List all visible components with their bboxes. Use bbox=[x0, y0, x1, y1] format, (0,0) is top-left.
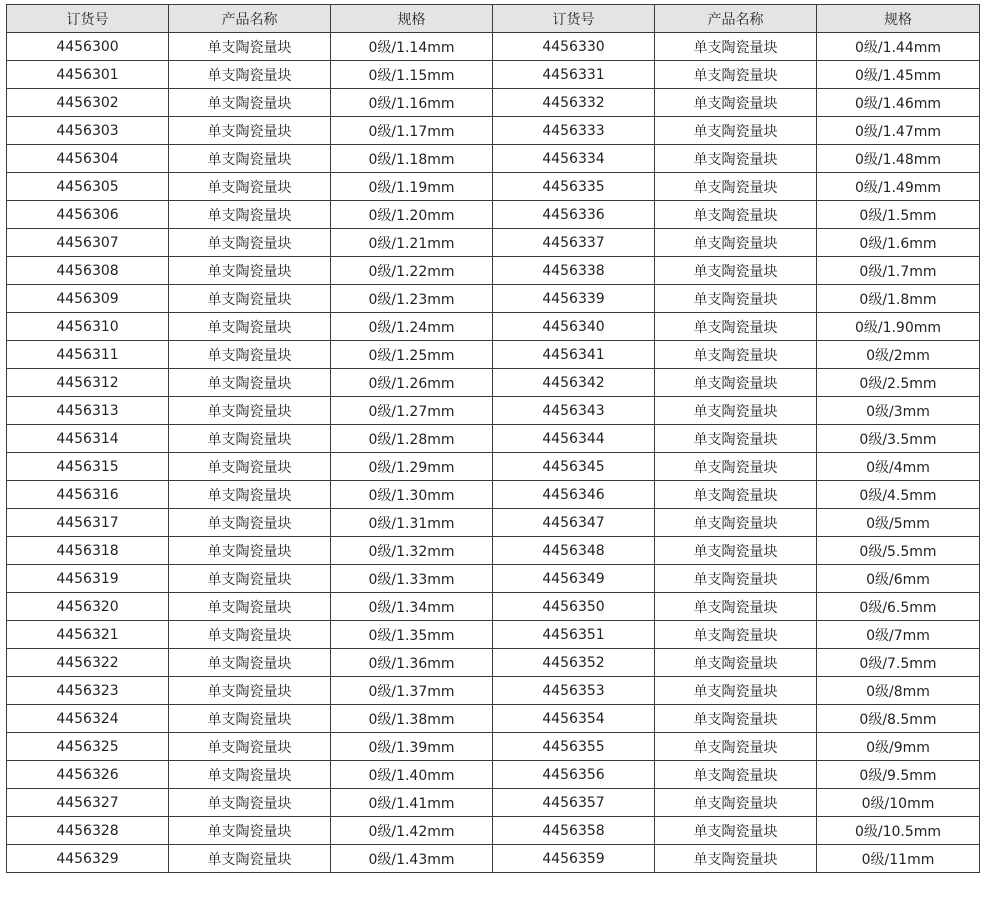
order-number-cell: 4456339 bbox=[493, 285, 655, 313]
table-row bbox=[7, 89, 980, 117]
table-row bbox=[7, 33, 980, 61]
spec-cell: 0级/1.30mm bbox=[331, 481, 493, 509]
order-number-cell: 4456320 bbox=[7, 593, 169, 621]
spec-cell: 0级/1.36mm bbox=[331, 649, 493, 677]
product-name-cell: 单支陶瓷量块 bbox=[169, 145, 331, 173]
order-number-cell: 4456359 bbox=[493, 845, 655, 873]
order-number-cell: 4456342 bbox=[493, 369, 655, 397]
product-name-cell: 单支陶瓷量块 bbox=[655, 145, 817, 173]
spec-cell: 0级/8.5mm bbox=[817, 705, 980, 733]
order-number-cell: 4456350 bbox=[493, 593, 655, 621]
product-name-cell: 单支陶瓷量块 bbox=[169, 341, 331, 369]
product-name-cell: 单支陶瓷量块 bbox=[169, 33, 331, 61]
spec-cell: 0级/1.46mm bbox=[817, 89, 980, 117]
table-row bbox=[7, 229, 980, 257]
table-row bbox=[7, 733, 980, 761]
product-name-cell: 单支陶瓷量块 bbox=[655, 845, 817, 873]
table-row bbox=[7, 761, 980, 789]
product-name-cell: 单支陶瓷量块 bbox=[655, 397, 817, 425]
order-number-cell: 4456357 bbox=[493, 789, 655, 817]
spec-cell: 0级/1.37mm bbox=[331, 677, 493, 705]
spec-cell: 0级/1.27mm bbox=[331, 397, 493, 425]
product-name-cell: 单支陶瓷量块 bbox=[655, 453, 817, 481]
spec-cell: 0级/1.21mm bbox=[331, 229, 493, 257]
product-name-cell: 单支陶瓷量块 bbox=[655, 761, 817, 789]
table-row bbox=[7, 817, 980, 845]
order-number-cell: 4456329 bbox=[7, 845, 169, 873]
spec-cell: 0级/3mm bbox=[817, 397, 980, 425]
product-name-cell: 单支陶瓷量块 bbox=[169, 89, 331, 117]
spec-cell: 0级/1.34mm bbox=[331, 593, 493, 621]
product-name-cell: 单支陶瓷量块 bbox=[169, 61, 331, 89]
spec-cell: 0级/1.16mm bbox=[331, 89, 493, 117]
order-number-cell: 4456358 bbox=[493, 817, 655, 845]
product-name-header: 产品名称 bbox=[169, 5, 331, 33]
product-name-cell: 单支陶瓷量块 bbox=[655, 593, 817, 621]
product-name-cell: 单支陶瓷量块 bbox=[169, 537, 331, 565]
order-number-cell: 4456348 bbox=[493, 537, 655, 565]
spec-cell: 0级/4.5mm bbox=[817, 481, 980, 509]
product-name-cell: 单支陶瓷量块 bbox=[655, 369, 817, 397]
spec-cell: 0级/8mm bbox=[817, 677, 980, 705]
spec-cell: 0级/1.47mm bbox=[817, 117, 980, 145]
table-row bbox=[7, 117, 980, 145]
table-row bbox=[7, 257, 980, 285]
table-row bbox=[7, 509, 980, 537]
order-number-cell: 4456349 bbox=[493, 565, 655, 593]
spec-header: 规格 bbox=[817, 5, 980, 33]
product-name-cell: 单支陶瓷量块 bbox=[169, 285, 331, 313]
spec-cell: 0级/7.5mm bbox=[817, 649, 980, 677]
order-number-cell: 4456321 bbox=[7, 621, 169, 649]
spec-cell: 0级/11mm bbox=[817, 845, 980, 873]
table-row bbox=[7, 313, 980, 341]
order-number-cell: 4456344 bbox=[493, 425, 655, 453]
spec-cell: 0级/1.32mm bbox=[331, 537, 493, 565]
spec-cell: 0级/1.18mm bbox=[331, 145, 493, 173]
table-row bbox=[7, 565, 980, 593]
table-row bbox=[7, 621, 980, 649]
spec-cell: 0级/1.22mm bbox=[331, 257, 493, 285]
product-name-cell: 单支陶瓷量块 bbox=[655, 285, 817, 313]
product-name-cell: 单支陶瓷量块 bbox=[169, 313, 331, 341]
product-spec-table bbox=[6, 4, 980, 873]
table-row bbox=[7, 285, 980, 313]
product-name-cell: 单支陶瓷量块 bbox=[655, 89, 817, 117]
product-name-cell: 单支陶瓷量块 bbox=[169, 229, 331, 257]
product-name-cell: 单支陶瓷量块 bbox=[655, 649, 817, 677]
spec-cell: 0级/1.20mm bbox=[331, 201, 493, 229]
spec-cell: 0级/1.7mm bbox=[817, 257, 980, 285]
order-number-cell: 4456355 bbox=[493, 733, 655, 761]
product-name-cell: 单支陶瓷量块 bbox=[169, 677, 331, 705]
product-name-cell: 单支陶瓷量块 bbox=[169, 705, 331, 733]
spec-cell: 0级/1.19mm bbox=[331, 173, 493, 201]
spec-cell: 0级/7mm bbox=[817, 621, 980, 649]
table-row bbox=[7, 201, 980, 229]
table-row bbox=[7, 61, 980, 89]
product-name-cell: 单支陶瓷量块 bbox=[169, 789, 331, 817]
spec-cell: 0级/1.33mm bbox=[331, 565, 493, 593]
product-name-cell: 单支陶瓷量块 bbox=[169, 257, 331, 285]
order-number-cell: 4456308 bbox=[7, 257, 169, 285]
order-number-cell: 4456343 bbox=[493, 397, 655, 425]
product-name-cell: 单支陶瓷量块 bbox=[169, 397, 331, 425]
order-number-cell: 4456347 bbox=[493, 509, 655, 537]
product-name-cell: 单支陶瓷量块 bbox=[655, 509, 817, 537]
product-name-cell: 单支陶瓷量块 bbox=[655, 565, 817, 593]
spec-cell: 0级/1.17mm bbox=[331, 117, 493, 145]
spec-cell: 0级/1.43mm bbox=[331, 845, 493, 873]
product-name-cell: 单支陶瓷量块 bbox=[655, 61, 817, 89]
spec-cell: 0级/4mm bbox=[817, 453, 980, 481]
spec-cell: 0级/10mm bbox=[817, 789, 980, 817]
spec-cell: 0级/9.5mm bbox=[817, 761, 980, 789]
product-name-cell: 单支陶瓷量块 bbox=[169, 621, 331, 649]
table-row bbox=[7, 397, 980, 425]
spec-cell: 0级/1.28mm bbox=[331, 425, 493, 453]
product-name-cell: 单支陶瓷量块 bbox=[169, 481, 331, 509]
order-number-cell: 4456316 bbox=[7, 481, 169, 509]
table-row bbox=[7, 369, 980, 397]
order-number-cell: 4456315 bbox=[7, 453, 169, 481]
product-name-cell: 单支陶瓷量块 bbox=[655, 173, 817, 201]
order-number-cell: 4456312 bbox=[7, 369, 169, 397]
order-number-header: 订货号 bbox=[7, 5, 169, 33]
product-name-cell: 单支陶瓷量块 bbox=[169, 453, 331, 481]
product-name-cell: 单支陶瓷量块 bbox=[655, 313, 817, 341]
spec-cell: 0级/1.39mm bbox=[331, 733, 493, 761]
product-name-cell: 单支陶瓷量块 bbox=[169, 593, 331, 621]
spec-cell: 0级/1.45mm bbox=[817, 61, 980, 89]
spec-cell: 0级/1.35mm bbox=[331, 621, 493, 649]
order-number-cell: 4456311 bbox=[7, 341, 169, 369]
order-number-cell: 4456335 bbox=[493, 173, 655, 201]
order-number-cell: 4456337 bbox=[493, 229, 655, 257]
product-name-cell: 单支陶瓷量块 bbox=[655, 341, 817, 369]
header-row bbox=[7, 5, 980, 33]
order-number-cell: 4456303 bbox=[7, 117, 169, 145]
product-name-cell: 单支陶瓷量块 bbox=[169, 649, 331, 677]
product-name-cell: 单支陶瓷量块 bbox=[169, 509, 331, 537]
product-name-cell: 单支陶瓷量块 bbox=[169, 565, 331, 593]
table-row bbox=[7, 593, 980, 621]
table-row bbox=[7, 789, 980, 817]
order-number-cell: 4456317 bbox=[7, 509, 169, 537]
order-number-cell: 4456325 bbox=[7, 733, 169, 761]
table-row bbox=[7, 481, 980, 509]
order-number-cell: 4456345 bbox=[493, 453, 655, 481]
spec-cell: 0级/1.25mm bbox=[331, 341, 493, 369]
order-number-cell: 4456323 bbox=[7, 677, 169, 705]
product-name-cell: 单支陶瓷量块 bbox=[655, 201, 817, 229]
order-number-cell: 4456356 bbox=[493, 761, 655, 789]
product-name-cell: 单支陶瓷量块 bbox=[655, 257, 817, 285]
product-name-cell: 单支陶瓷量块 bbox=[655, 621, 817, 649]
table-row bbox=[7, 341, 980, 369]
order-number-cell: 4456307 bbox=[7, 229, 169, 257]
spec-cell: 0级/1.6mm bbox=[817, 229, 980, 257]
order-number-cell: 4456333 bbox=[493, 117, 655, 145]
order-number-cell: 4456304 bbox=[7, 145, 169, 173]
product-name-cell: 单支陶瓷量块 bbox=[655, 733, 817, 761]
table-row bbox=[7, 145, 980, 173]
product-name-cell: 单支陶瓷量块 bbox=[655, 481, 817, 509]
order-number-cell: 4456352 bbox=[493, 649, 655, 677]
order-number-cell: 4456327 bbox=[7, 789, 169, 817]
order-number-cell: 4456301 bbox=[7, 61, 169, 89]
product-name-cell: 单支陶瓷量块 bbox=[169, 845, 331, 873]
product-name-cell: 单支陶瓷量块 bbox=[655, 705, 817, 733]
product-name-cell: 单支陶瓷量块 bbox=[655, 33, 817, 61]
order-number-cell: 4456334 bbox=[493, 145, 655, 173]
order-number-header: 订货号 bbox=[493, 5, 655, 33]
order-number-cell: 4456302 bbox=[7, 89, 169, 117]
product-name-cell: 单支陶瓷量块 bbox=[169, 761, 331, 789]
product-name-cell: 单支陶瓷量块 bbox=[655, 677, 817, 705]
order-number-cell: 4456313 bbox=[7, 397, 169, 425]
order-number-cell: 4456330 bbox=[493, 33, 655, 61]
spec-cell: 0级/1.29mm bbox=[331, 453, 493, 481]
order-number-cell: 4456328 bbox=[7, 817, 169, 845]
order-number-cell: 4456318 bbox=[7, 537, 169, 565]
table-row bbox=[7, 705, 980, 733]
order-number-cell: 4456305 bbox=[7, 173, 169, 201]
spec-cell: 0级/3.5mm bbox=[817, 425, 980, 453]
table-row bbox=[7, 173, 980, 201]
spec-cell: 0级/1.5mm bbox=[817, 201, 980, 229]
order-number-cell: 4456341 bbox=[493, 341, 655, 369]
spec-cell: 0级/1.23mm bbox=[331, 285, 493, 313]
spec-header: 规格 bbox=[331, 5, 493, 33]
order-number-cell: 4456326 bbox=[7, 761, 169, 789]
order-number-cell: 4456340 bbox=[493, 313, 655, 341]
spec-cell: 0级/6mm bbox=[817, 565, 980, 593]
order-number-cell: 4456354 bbox=[493, 705, 655, 733]
order-number-cell: 4456351 bbox=[493, 621, 655, 649]
spec-cell: 0级/1.44mm bbox=[817, 33, 980, 61]
spec-cell: 0级/1.14mm bbox=[331, 33, 493, 61]
product-name-cell: 单支陶瓷量块 bbox=[169, 817, 331, 845]
order-number-cell: 4456310 bbox=[7, 313, 169, 341]
spec-cell: 0级/5.5mm bbox=[817, 537, 980, 565]
order-number-cell: 4456332 bbox=[493, 89, 655, 117]
spec-cell: 0级/1.41mm bbox=[331, 789, 493, 817]
product-name-cell: 单支陶瓷量块 bbox=[655, 537, 817, 565]
table-row bbox=[7, 845, 980, 873]
product-name-cell: 单支陶瓷量块 bbox=[169, 173, 331, 201]
table-row bbox=[7, 453, 980, 481]
order-number-cell: 4456319 bbox=[7, 565, 169, 593]
order-number-cell: 4456309 bbox=[7, 285, 169, 313]
spec-cell: 0级/1.42mm bbox=[331, 817, 493, 845]
spec-cell: 0级/1.49mm bbox=[817, 173, 980, 201]
spec-cell: 0级/9mm bbox=[817, 733, 980, 761]
spec-cell: 0级/10.5mm bbox=[817, 817, 980, 845]
table-row bbox=[7, 537, 980, 565]
order-number-cell: 4456300 bbox=[7, 33, 169, 61]
spec-cell: 0级/1.90mm bbox=[817, 313, 980, 341]
product-name-cell: 单支陶瓷量块 bbox=[169, 733, 331, 761]
spec-cell: 0级/2.5mm bbox=[817, 369, 980, 397]
spec-cell: 0级/2mm bbox=[817, 341, 980, 369]
spec-cell: 0级/6.5mm bbox=[817, 593, 980, 621]
product-name-cell: 单支陶瓷量块 bbox=[655, 817, 817, 845]
table-row bbox=[7, 425, 980, 453]
order-number-cell: 4456336 bbox=[493, 201, 655, 229]
table-row bbox=[7, 649, 980, 677]
order-number-cell: 4456324 bbox=[7, 705, 169, 733]
product-name-cell: 单支陶瓷量块 bbox=[169, 425, 331, 453]
product-name-cell: 单支陶瓷量块 bbox=[655, 425, 817, 453]
spec-cell: 0级/1.31mm bbox=[331, 509, 493, 537]
spec-cell: 0级/1.38mm bbox=[331, 705, 493, 733]
table-body bbox=[7, 33, 980, 873]
spec-cell: 0级/1.26mm bbox=[331, 369, 493, 397]
table-header bbox=[7, 5, 980, 33]
spec-cell: 0级/5mm bbox=[817, 509, 980, 537]
order-number-cell: 4456306 bbox=[7, 201, 169, 229]
product-name-cell: 单支陶瓷量块 bbox=[169, 369, 331, 397]
order-number-cell: 4456338 bbox=[493, 257, 655, 285]
table-row bbox=[7, 677, 980, 705]
order-number-cell: 4456331 bbox=[493, 61, 655, 89]
order-number-cell: 4456353 bbox=[493, 677, 655, 705]
product-name-cell: 单支陶瓷量块 bbox=[169, 117, 331, 145]
spec-cell: 0级/1.15mm bbox=[331, 61, 493, 89]
spec-cell: 0级/1.8mm bbox=[817, 285, 980, 313]
order-number-cell: 4456314 bbox=[7, 425, 169, 453]
product-name-cell: 单支陶瓷量块 bbox=[169, 201, 331, 229]
product-name-cell: 单支陶瓷量块 bbox=[655, 789, 817, 817]
order-number-cell: 4456346 bbox=[493, 481, 655, 509]
product-name-cell: 单支陶瓷量块 bbox=[655, 229, 817, 257]
spec-cell: 0级/1.40mm bbox=[331, 761, 493, 789]
spec-cell: 0级/1.48mm bbox=[817, 145, 980, 173]
order-number-cell: 4456322 bbox=[7, 649, 169, 677]
product-name-header: 产品名称 bbox=[655, 5, 817, 33]
product-name-cell: 单支陶瓷量块 bbox=[655, 117, 817, 145]
spec-cell: 0级/1.24mm bbox=[331, 313, 493, 341]
